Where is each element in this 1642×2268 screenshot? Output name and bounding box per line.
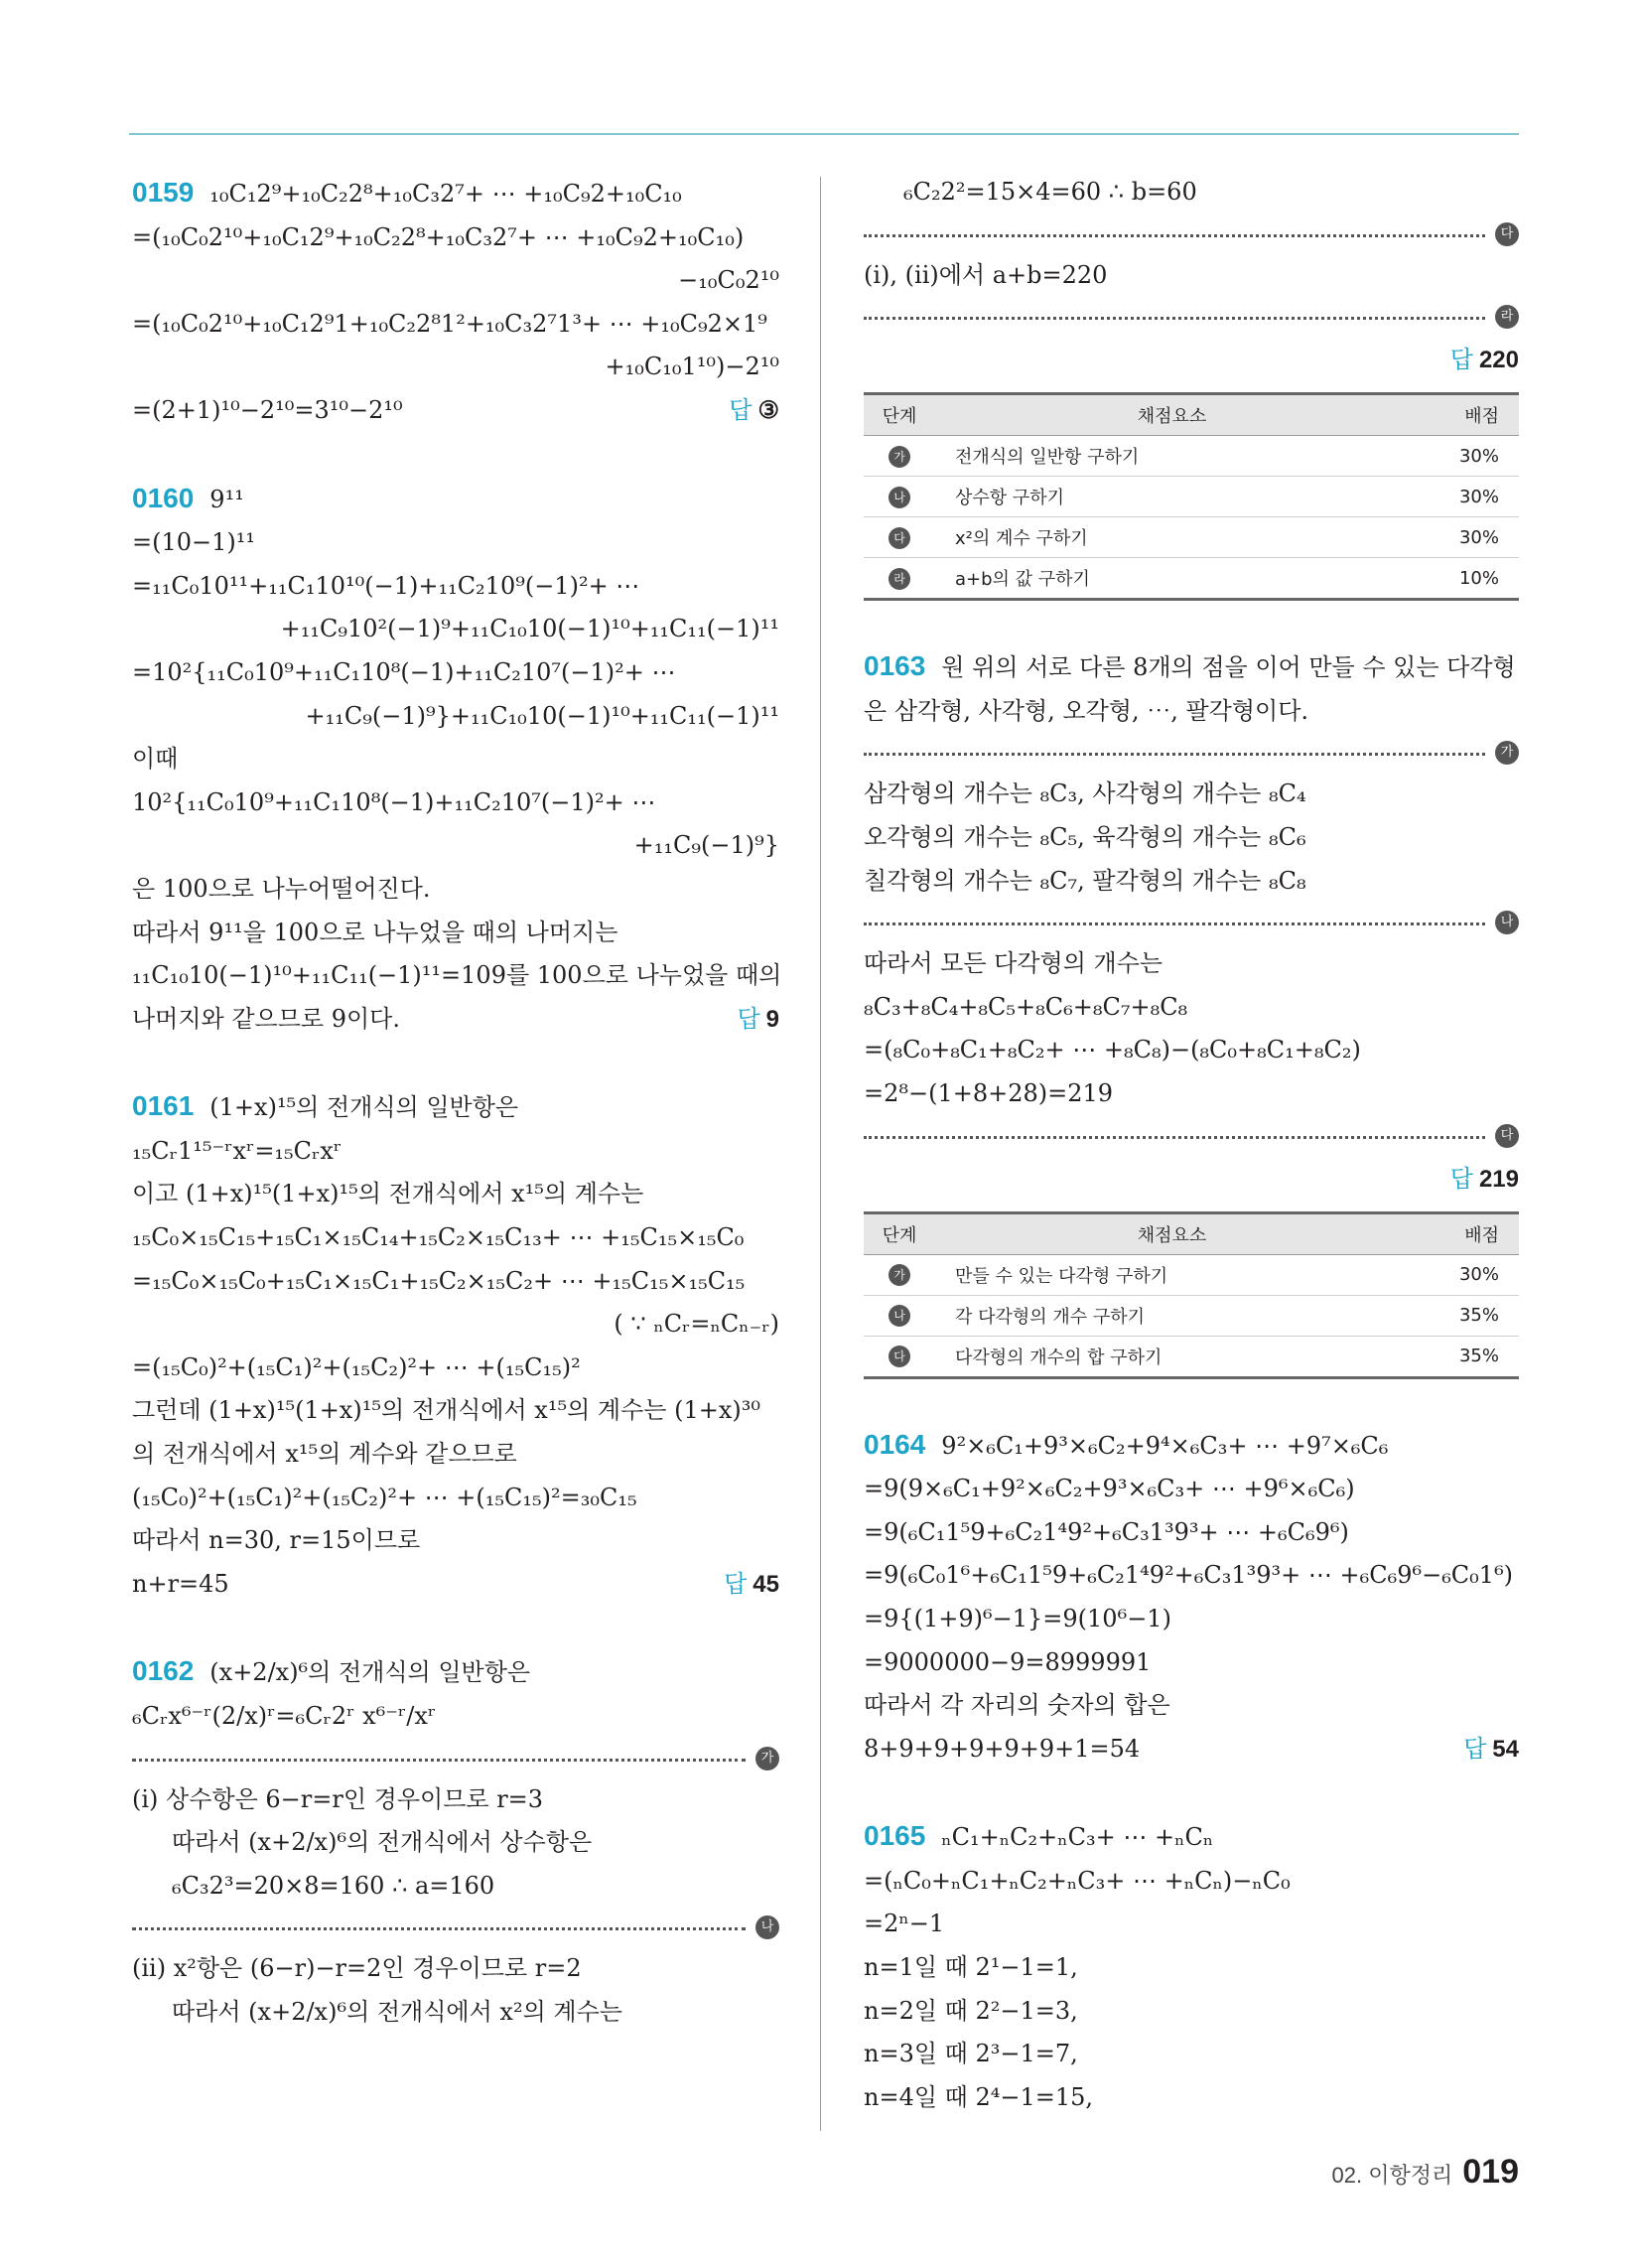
problem-number: 0159: [132, 177, 195, 208]
solution-line: n+r=45: [132, 1569, 229, 1598]
left-column: [132, 171, 782, 2035]
score-points: 30%: [1409, 1254, 1519, 1295]
solution-line: 10²{₁₁C₀10⁹+₁₁C₁10⁸(−1)+₁₁C₂10⁷(−1)²+ ⋯: [132, 787, 656, 816]
score-element: x²의 계수 구하기: [935, 517, 1409, 558]
step-badge: 다: [889, 1346, 910, 1367]
step-separator: [864, 1116, 1519, 1156]
answer-value: 45: [753, 1570, 779, 1598]
solution-line: =9(₆C₀1⁶+₆C₁1⁵9+₆C₂1⁴9²+₆C₃1³9³+ ⋯ +₆C₆9⁶−₆C₀1⁶): [864, 1561, 1514, 1590]
page-number: 019: [1462, 2153, 1519, 2191]
score-element: 상수항 구하기: [935, 477, 1409, 517]
answer-label: 답: [724, 1570, 748, 1598]
solution-line: −₁₀C₀2¹⁰: [678, 266, 779, 295]
header-step: 단계: [864, 394, 935, 436]
solution-line: (x+2/x)⁶의 전개식의 일반항은: [209, 1658, 531, 1687]
right-column: [864, 171, 1519, 2119]
solution-line: +₁₁C₉10²(−1)⁹+₁₁C₁₀10(−1)¹⁰+₁₁C₁₁(−1)¹¹: [280, 615, 779, 643]
solution-line: n=3일 때 2³−1=7,: [864, 2040, 1078, 2068]
step-separator: [132, 1739, 779, 1778]
solution-line: (ii) x²항은 (6−r)−r=2인 경우이므로 r=2: [132, 1954, 582, 1983]
answer-label: 답: [1449, 1165, 1473, 1193]
score-points: 30%: [1409, 436, 1519, 477]
column-divider: [820, 177, 821, 2131]
step-badge: 라: [1495, 305, 1519, 329]
step-badge: 다: [1495, 222, 1519, 246]
solution-line: =9(9×₆C₁+9²×₆C₂+9³×₆C₃+ ⋯ +9⁶×₆C₆): [864, 1475, 1355, 1503]
solution-line: (₁₅C₀)²+(₁₅C₁)²+(₁₅C₂)²+ ⋯ +(₁₅C₁₅)²=₃₀C₁₅: [132, 1483, 637, 1511]
solution-line: +₁₀C₁₀1¹⁰)−2¹⁰: [605, 353, 779, 381]
solution-line: 따라서 (x+2/x)⁶의 전개식에서 x²의 계수는: [172, 1997, 622, 2026]
problem-number: 0162: [132, 1655, 195, 1687]
page-footer: [1332, 2153, 1519, 2192]
solution-line: =2⁸−(1+8+28)=219: [864, 1078, 1114, 1107]
step-separator: [132, 1908, 779, 1947]
step-badge: 가: [889, 446, 910, 468]
table-row: [864, 477, 1519, 517]
score-element: a+b의 값 구하기: [935, 558, 1409, 600]
solution-line: =9{(1+9)⁶−1}=9(10⁶−1): [864, 1604, 1171, 1632]
step-separator: [864, 903, 1519, 942]
top-rule: [129, 133, 1519, 135]
score-element: 각 다각형의 개수 구하기: [935, 1295, 1409, 1336]
step-badge: 나: [889, 1305, 910, 1327]
solution-line: =(ₙC₀+ₙC₁+ₙC₂+ₙC₃+ ⋯ +ₙCₙ)−ₙC₀: [864, 1866, 1291, 1895]
problem-0164: [864, 1423, 1519, 1772]
step-badge: 나: [889, 487, 910, 508]
solution-line: ₙC₁+ₙC₂+ₙC₃+ ⋯ +ₙCₙ: [941, 1823, 1214, 1852]
solution-line: =₁₁C₀10¹¹+₁₁C₁10¹⁰(−1)+₁₁C₂10⁹(−1)²+ ⋯: [132, 571, 640, 600]
solution-line: 이고 (1+x)¹⁵(1+x)¹⁵의 전개식에서 x¹⁵의 계수는: [132, 1180, 644, 1208]
solution-line: 은 100으로 나누어떨어진다.: [132, 874, 431, 903]
answer-value: ③: [757, 396, 779, 424]
scoring-table-0163: [864, 1211, 1519, 1379]
step-badge: 다: [1495, 1124, 1519, 1148]
step-badge: 라: [889, 568, 910, 590]
problem-number: 0163: [864, 650, 926, 682]
solution-line: =(2+1)¹⁰−2¹⁰=3¹⁰−2¹⁰: [132, 395, 403, 424]
problem-0165: [864, 1814, 1519, 2119]
solution-line: =9000000−9=8999991: [864, 1647, 1152, 1676]
solution-line: 9²×₆C₁+9³×₆C₂+9⁴×₆C₃+ ⋯ +9⁷×₆C₆: [941, 1431, 1389, 1460]
step-badge: 다: [889, 527, 910, 549]
answer-value: 219: [1478, 1165, 1519, 1193]
table-row: [864, 436, 1519, 477]
solution-line: (i), (ii)에서 a+b=220: [864, 260, 1108, 289]
solution-line: ₆C₃2³=20×8=160 ∴ a=160: [172, 1871, 495, 1900]
solution-line: =₁₅C₀×₁₅C₀+₁₅C₁×₁₅C₁+₁₅C₂×₁₅C₂+ ⋯ +₁₅C₁₅×₁₅C₁₅: [132, 1266, 746, 1295]
problem-number: 0164: [864, 1428, 926, 1460]
table-row: [864, 1295, 1519, 1336]
scoring-table-0162: [864, 392, 1519, 601]
solution-line: +₁₁C₉(−1)⁹}: [633, 831, 779, 860]
step-separator: [864, 297, 1519, 337]
header-step: 단계: [864, 1212, 935, 1254]
score-points: 35%: [1409, 1295, 1519, 1336]
solution-line: 칠각형의 개수는 ₈C₇, 팔각형의 개수는 ₈C₈: [864, 866, 1306, 895]
answer: [724, 1563, 779, 1607]
solution-line: =10²{₁₁C₀10⁹+₁₁C₁10⁸(−1)+₁₁C₂10⁷(−1)²+ ⋯: [132, 657, 676, 686]
solution-line: 원 위의 서로 다른 8개의 점을 이어 만들 수 있는 다각형: [941, 653, 1516, 682]
solution-line: 은 삼각형, 사각형, 오각형, ⋯, 팔각형이다.: [864, 696, 1309, 725]
solution-line: =2ⁿ−1: [864, 1910, 945, 1938]
score-points: 30%: [1409, 477, 1519, 517]
solution-line: 따라서 9¹¹을 100으로 나누었을 때의 나머지는: [132, 918, 618, 946]
score-element: 전개식의 일반항 구하기: [935, 436, 1409, 477]
solution-line: 오각형의 개수는 ₈C₅, 육각형의 개수는 ₈C₆: [864, 822, 1306, 851]
solution-line: 나머지와 같으므로 9이다.: [132, 1004, 400, 1033]
solution-line: =(10−1)¹¹: [132, 528, 255, 557]
score-points: 30%: [1409, 517, 1519, 558]
solution-line: 따라서 n=30, r=15이므로: [132, 1526, 421, 1555]
solution-line: 이때: [132, 745, 179, 774]
solution-line: ₁₁C₁₀10(−1)¹⁰+₁₁C₁₁(−1)¹¹=109를 100으로 나누었을 때의: [132, 961, 782, 990]
solution-line: 의 전개식에서 x¹⁵의 계수와 같으므로: [132, 1440, 517, 1469]
answer-label: 답: [1449, 347, 1473, 374]
solution-line: 따라서 (x+2/x)⁶의 전개식에서 상수항은: [172, 1828, 593, 1857]
solution-line: n=1일 때 2¹−1=1,: [864, 1953, 1078, 1982]
solution-line: +₁₁C₉(−1)⁹}+₁₁C₁₀10(−1)¹⁰+₁₁C₁₁(−1)¹¹: [305, 701, 779, 730]
answer-value: 9: [765, 1005, 779, 1033]
solution-line: (i) 상수항은 6−r=r인 경우이므로 r=3: [132, 1784, 544, 1813]
solution-line: (1+x)¹⁵의 전개식의 일반항은: [209, 1093, 519, 1122]
solution-line: ( ∵ ₙCᵣ=ₙCₙ₋ᵣ): [614, 1310, 779, 1339]
step-badge: 가: [1495, 741, 1519, 765]
table-row: [864, 517, 1519, 558]
answer: [737, 998, 779, 1042]
problem-0160: [132, 477, 782, 1042]
solution-line: 삼각형의 개수는 ₈C₃, 사각형의 개수는 ₈C₄: [864, 780, 1306, 808]
solution-line: ₁₅C₀×₁₅C₁₅+₁₅C₁×₁₅C₁₄+₁₅C₂×₁₅C₁₃+ ⋯ +₁₅C₁₅×₁₅C₀: [132, 1223, 745, 1252]
answer: [729, 389, 779, 433]
solution-line: =(₁₀C₀2¹⁰+₁₀C₁2⁹+₁₀C₂2⁸+₁₀C₃2⁷+ ⋯ +₁₀C₉2+₁₀C₁₀): [132, 222, 745, 251]
score-element: 다각형의 개수의 합 구하기: [935, 1336, 1409, 1377]
problem-number: 0161: [132, 1090, 195, 1122]
step-badge: 가: [755, 1747, 779, 1771]
solution-line: =9(₆C₁1⁵9+₆C₂1⁴9²+₆C₃1³9³+ ⋯ +₆C₆9⁶): [864, 1517, 1349, 1546]
header-points: 배점: [1409, 394, 1519, 436]
solution-line: 그런데 (1+x)¹⁵(1+x)¹⁵의 전개식에서 x¹⁵의 계수는 (1+x)³⁰: [132, 1396, 760, 1425]
answer: [1463, 1728, 1519, 1772]
score-points: 10%: [1409, 558, 1519, 600]
solution-line: 따라서 모든 다각형의 개수는: [864, 949, 1163, 978]
solution-line: 9¹¹: [209, 485, 244, 513]
step-badge: 나: [1495, 911, 1519, 934]
answer-value: 54: [1492, 1735, 1519, 1763]
solution-line: n=2일 때 2²−1=3,: [864, 1996, 1078, 2025]
header-element: 채점요소: [935, 394, 1409, 436]
answer-value: 220: [1478, 347, 1519, 374]
solution-line: ₈C₃+₈C₄+₈C₅+₈C₆+₈C₇+₈C₈: [864, 992, 1188, 1021]
solution-line: 8+9+9+9+9+9+1=54: [864, 1734, 1141, 1763]
answer: [864, 337, 1519, 384]
header-points: 배점: [1409, 1212, 1519, 1254]
solution-line: ₁₀C₁2⁹+₁₀C₂2⁸+₁₀C₃2⁷+ ⋯ +₁₀C₉2+₁₀C₁₀: [209, 180, 682, 208]
solution-line: =(₈C₀+₈C₁+₈C₂+ ⋯ +₈C₈)−(₈C₀+₈C₁+₈C₂): [864, 1036, 1361, 1064]
step-separator: [864, 733, 1519, 773]
answer-label: 답: [1463, 1735, 1487, 1763]
solution-line: ₆Cᵣx⁶⁻ʳ(2/x)ʳ=₆Cᵣ2ʳ x⁶⁻ʳ/xʳ: [132, 1702, 437, 1730]
solution-line: =(₁₅C₀)²+(₁₅C₁)²+(₁₅C₂)²+ ⋯ +(₁₅C₁₅)²: [132, 1352, 581, 1381]
table-row: [864, 1336, 1519, 1377]
step-badge: 나: [755, 1915, 779, 1939]
step-separator: [864, 214, 1519, 254]
answer-label: 답: [737, 1005, 760, 1033]
problem-0162: [132, 1649, 779, 2034]
step-badge: 가: [889, 1264, 910, 1286]
solution-line: n=4일 때 2⁴−1=15,: [864, 2082, 1094, 2111]
problem-number: 0160: [132, 482, 195, 513]
score-element: 만들 수 있는 다각형 구하기: [935, 1254, 1409, 1295]
table-row: [864, 1254, 1519, 1295]
problem-0161: [132, 1084, 779, 1606]
table-row: [864, 558, 1519, 600]
problem-number: 0165: [864, 1820, 926, 1852]
score-points: 35%: [1409, 1336, 1519, 1377]
solution-line: ₆C₂2²=15×4=60 ∴ b=60: [903, 178, 1197, 206]
problem-0162-continued: [864, 171, 1519, 601]
solution-line: ₁₅Cᵣ1¹⁵⁻ʳxʳ=₁₅Cᵣxʳ: [132, 1136, 342, 1165]
chapter-title: 02. 이항정리: [1331, 2163, 1453, 2188]
solution-line: 따라서 각 자리의 숫자의 합은: [864, 1691, 1170, 1720]
problem-0159: [132, 171, 779, 433]
answer: [864, 1156, 1519, 1204]
problem-0163: [864, 644, 1519, 1378]
header-element: 채점요소: [935, 1212, 1409, 1254]
answer-label: 답: [729, 396, 753, 424]
solution-line: =(₁₀C₀2¹⁰+₁₀C₁2⁹1+₁₀C₂2⁸1²+₁₀C₃2⁷1³+ ⋯ +₁₀C₉2×1⁹: [132, 309, 767, 338]
